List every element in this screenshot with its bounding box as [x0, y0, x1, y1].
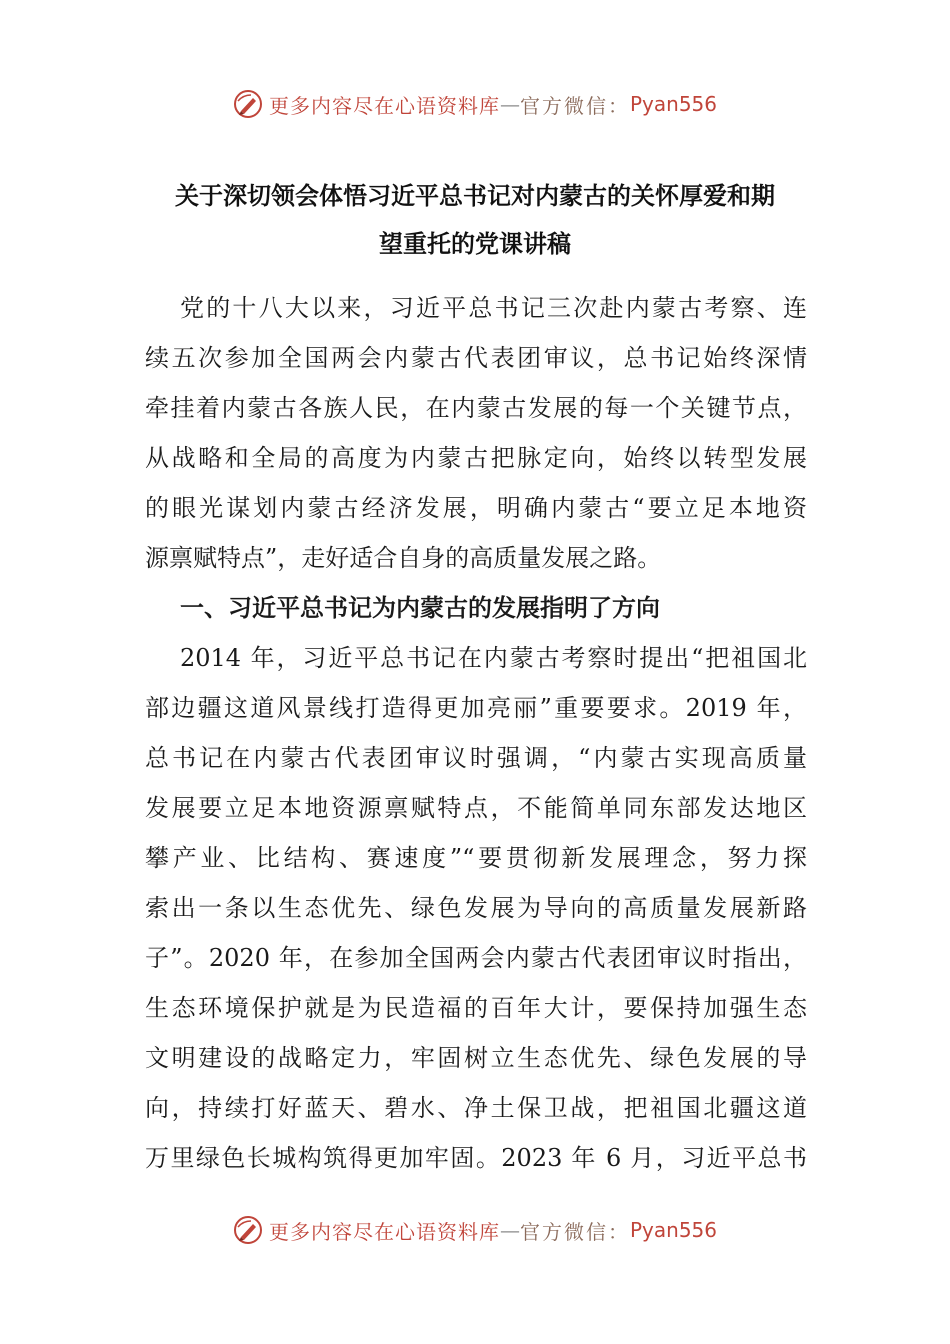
paragraph-line: 总书记在内蒙古代表团审议时强调，“内蒙古实现高质量 — [145, 744, 807, 772]
watermark-dash: — — [499, 92, 520, 116]
watermark-slogan: 更多内容尽在心语资料库 — [268, 1219, 500, 1244]
watermark-dash: — — [499, 1218, 520, 1242]
paragraph-line: 生态环境保护就是为民造福的百年大计，要保持加强生态 — [145, 994, 807, 1022]
paragraph-line: 发展要立足本地资源禀赋特点，不能简单同东部发达地区 — [145, 794, 807, 822]
header-watermark — [0, 84, 950, 124]
paragraph-line: 续五次参加全国两会内蒙古代表团审议，总书记始终深情 — [145, 344, 807, 372]
watermark-wechat-id: Pyan556 — [629, 92, 717, 116]
paragraph-line: 万里绿色长城构筑得更加牢固。2023 年 6 月，习近平总书 — [145, 1144, 807, 1172]
pen-logo-icon — [233, 89, 263, 119]
watermark-slogan: 更多内容尽在心语资料库 — [268, 93, 500, 118]
title-line: 关于深切领会体悟习近平总书记对内蒙古的关怀厚爱和期 — [175, 182, 775, 210]
watermark-label: 官方微信： — [519, 93, 630, 118]
section-heading: 一、习近平总书记为内蒙古的发展指明了方向 — [180, 594, 660, 622]
paragraph-line: 攀产业、比结构、赛速度”“要贯彻新发展理念，努力探 — [145, 844, 807, 872]
title-line: 望重托的党课讲稿 — [379, 230, 571, 258]
paragraph-line: 索出一条以生态优先、绿色发展为导向的高质量发展新路 — [145, 894, 807, 922]
watermark-wechat-id: Pyan556 — [629, 1218, 717, 1242]
paragraph-line: 的眼光谋划内蒙古经济发展，明确内蒙古“要立足本地资 — [145, 494, 807, 522]
pen-logo-icon — [233, 1215, 263, 1245]
paragraph-line: 牵挂着内蒙古各族人民，在内蒙古发展的每一个关键节点， — [145, 394, 807, 422]
paragraph-line: 文明建设的战略定力，牢固树立生态优先、绿色发展的导 — [145, 1044, 807, 1072]
watermark-label: 官方微信： — [519, 1219, 630, 1244]
document-title — [145, 172, 805, 268]
paragraph-line: 子”。2020 年，在参加全国两会内蒙古代表团审议时指出， — [145, 944, 807, 972]
paragraph-line: 部边疆这道风景线打造得更加亮丽”重要要求。2019 年， — [145, 694, 807, 722]
paragraph-line: 2014 年，习近平总书记在内蒙古考察时提出“把祖国北 — [180, 644, 807, 672]
paragraph-line: 党的十八大以来，习近平总书记三次赴内蒙古考察、连 — [180, 294, 807, 322]
footer-watermark — [0, 1210, 950, 1250]
document-body — [145, 283, 807, 1183]
paragraph-line: 向，持续打好蓝天、碧水、净土保卫战，把祖国北疆这道 — [145, 1094, 807, 1122]
paragraph-line: 从战略和全局的高度为内蒙古把脉定向，始终以转型发展 — [145, 444, 807, 472]
paragraph-line: 源禀赋特点”，走好适合自身的高质量发展之路。 — [145, 544, 662, 572]
